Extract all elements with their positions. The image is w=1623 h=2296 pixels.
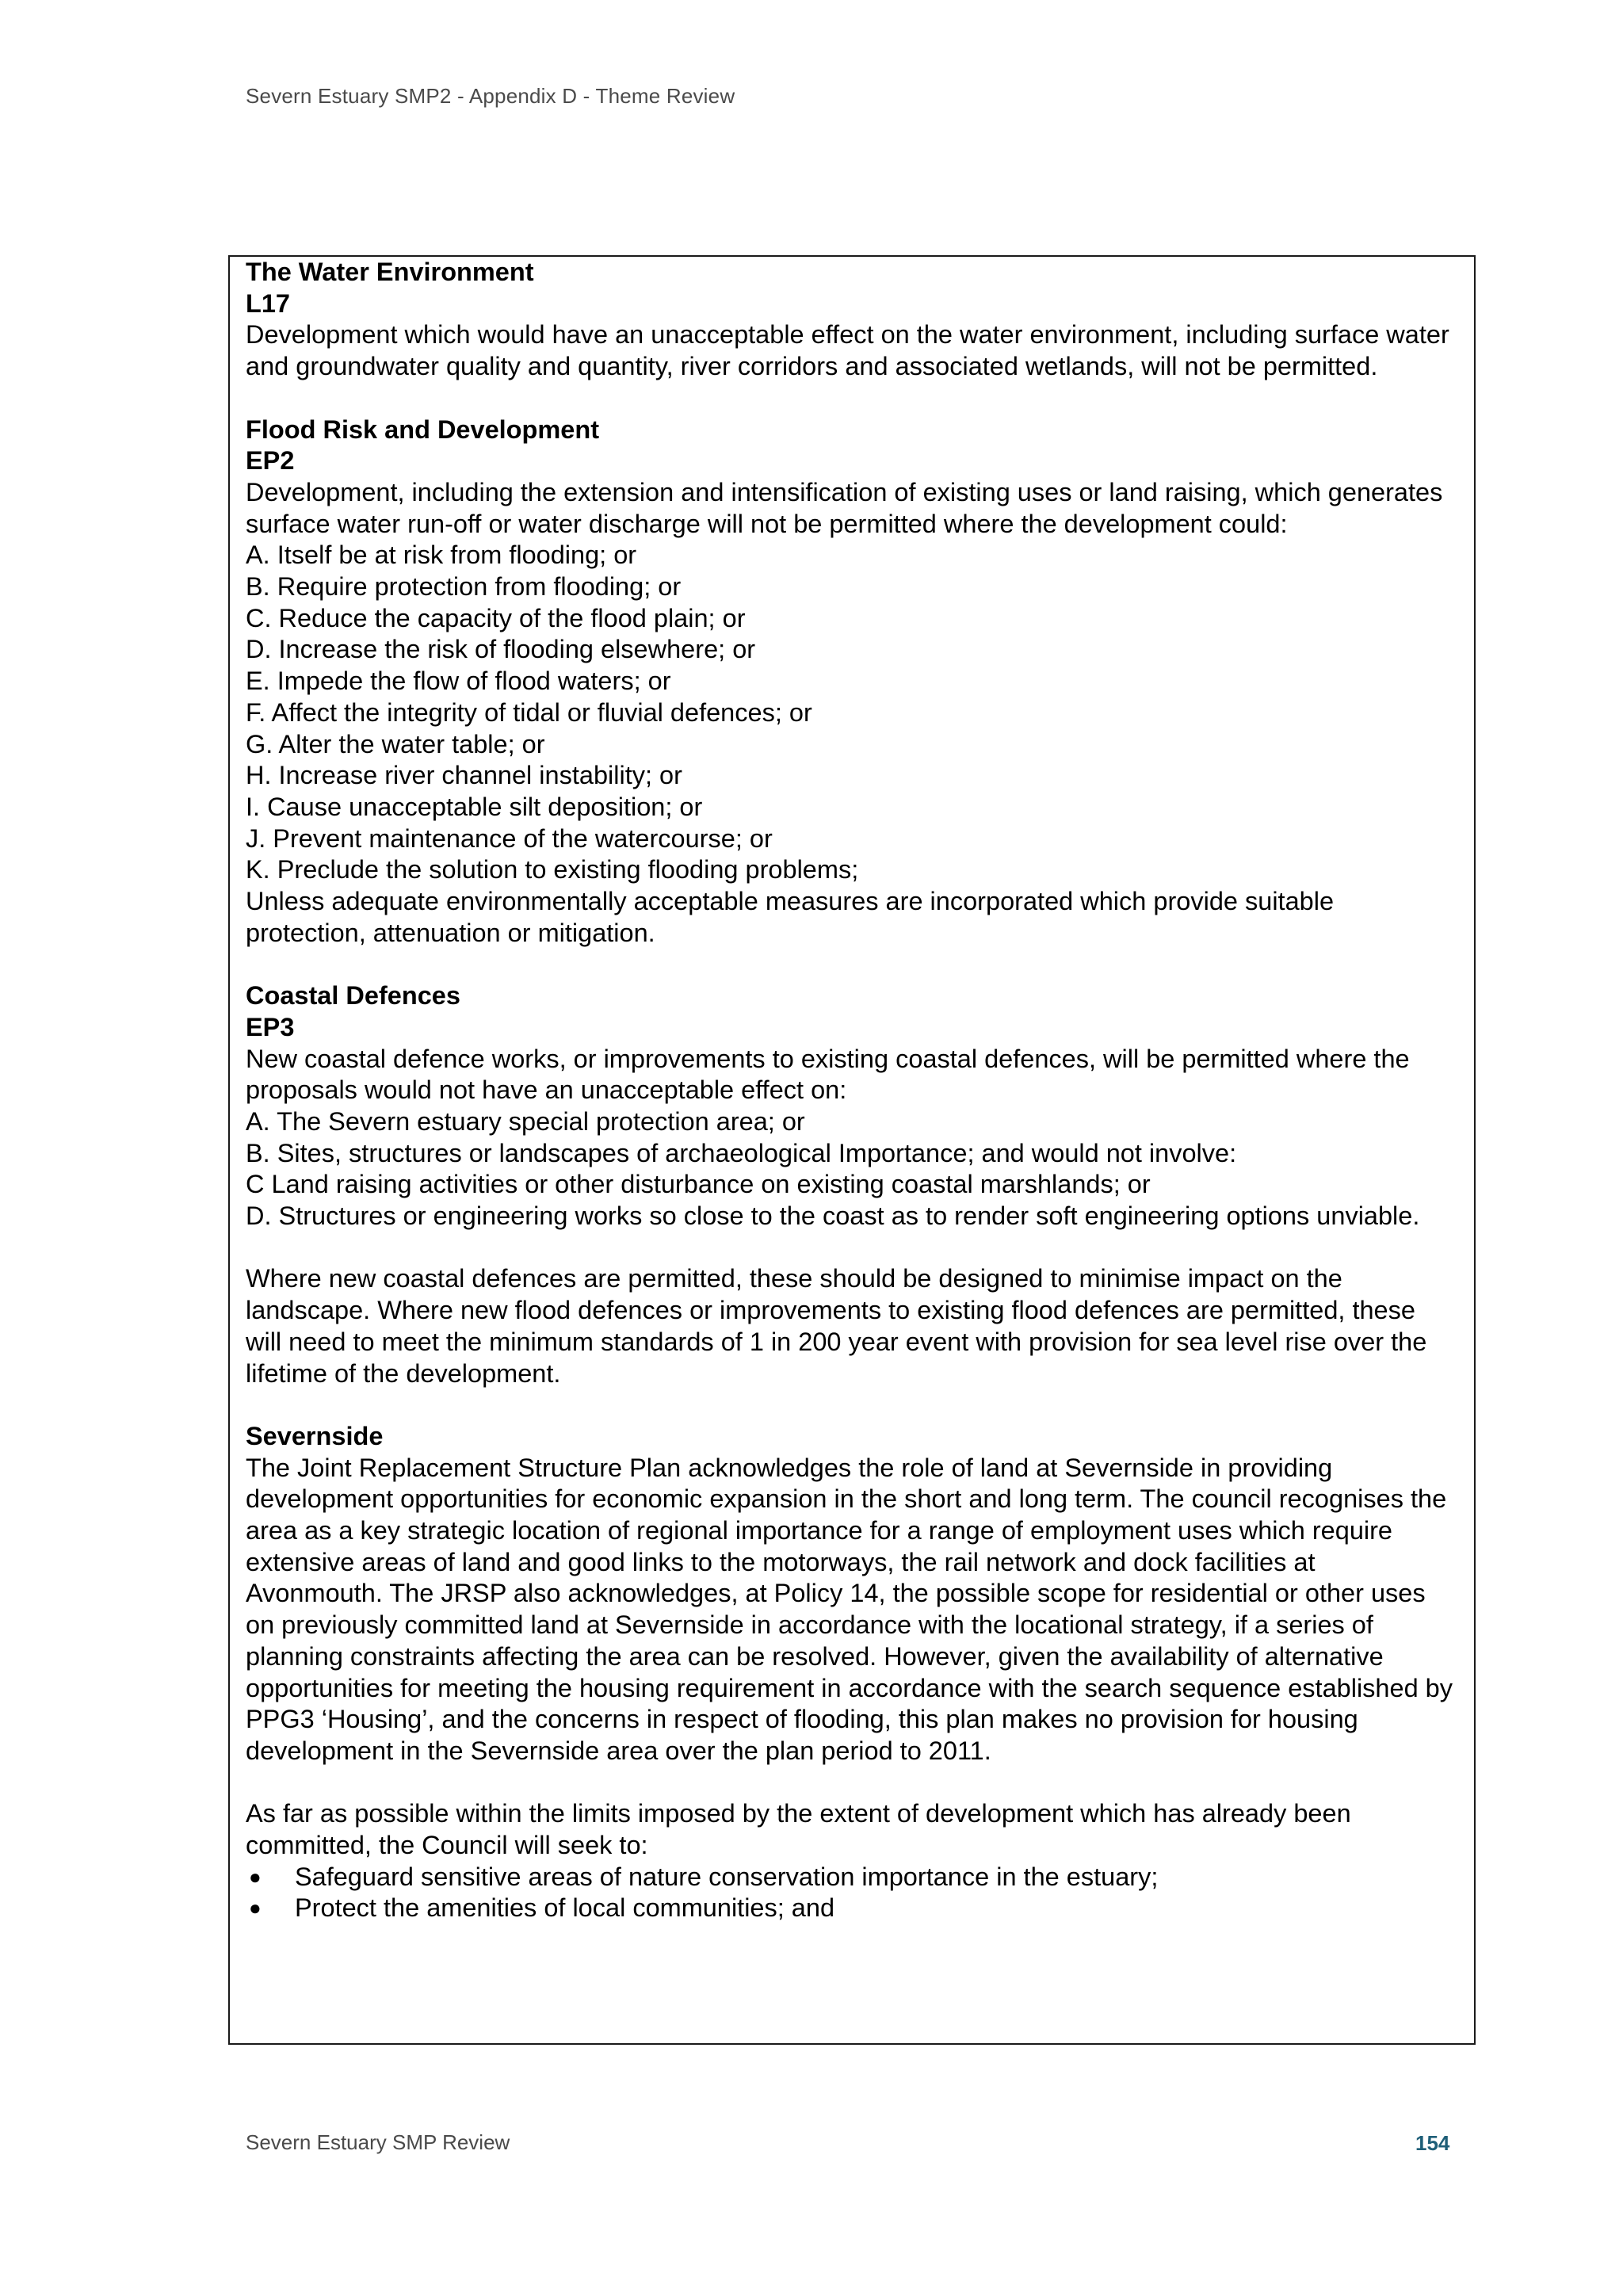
section-heading: Severnside	[246, 1421, 384, 1450]
running-header: Severn Estuary SMP2 - Appendix D - Theme Review	[246, 84, 735, 108]
policy-text-box	[228, 255, 1476, 2045]
running-footer: Severn Estuary SMP Review	[246, 2130, 510, 2154]
bullet-icon: ●	[249, 1864, 262, 1889]
list-item: C Land raising activities or other disturbance on existing coastal marshlands; or	[246, 1170, 1151, 1199]
section-heading: Coastal Defences	[246, 981, 460, 1010]
section-flood-risk	[246, 415, 1457, 949]
policy-code: EP3	[246, 1012, 295, 1041]
list-item: K. Preclude the solution to existing flooding problems;	[246, 855, 859, 884]
bullet-item	[246, 1862, 1457, 1893]
severnside-intro: As far as possible within the limits imposed by the extent of development which has already been committed, the Council will seek to:	[246, 1799, 1351, 1860]
bullet-text: Protect the amenities of local communities; and	[295, 1893, 835, 1923]
policy-closing: Unless adequate environmentally acceptable measures are incorporated which provide suitable protection, attenuation or mitigation.	[246, 887, 1335, 947]
policy-intro: New coastal defence works, or improvements to existing coastal defences, will be permitted where the proposals would not have an unacceptable effect on:	[246, 1044, 1410, 1105]
section-severnside	[246, 1421, 1457, 1924]
section-heading: Flood Risk and Development	[246, 415, 600, 444]
list-item: I. Cause unacceptable silt deposition; or	[246, 792, 703, 821]
policy-code: L17	[246, 288, 291, 318]
list-item: D. Increase the risk of flooding elsewhere; or	[246, 635, 756, 664]
section-coastal-defences	[246, 980, 1457, 1389]
list-item: F. Affect the integrity of tidal or fluvial defences; or	[246, 697, 812, 727]
severnside-paragraph: The Joint Replacement Structure Plan acknowledges the role of land at Severnside in providing development opportunities for economic expansion in the short and long term. The council recognises the area as a key strategic location of regional importance for a range of employment uses which require extensive areas of land and good links to the motorways, the rail network and dock facilities at Avonmouth. The JRSP also acknowledges, at Policy 14, the possible scope for residential or other uses on previously committed land at Severnside in accordance with the locational strategy, if a series of planning constraints affecting the area can be resolved. However, given the availability of alternative opportunities for meeting the housing requirement in accordance with the search sequence established by PPG3 ‘Housing’, and the concerns in respect of flooding, this plan makes no provision for housing development in the Severnside area over the plan period to 2011.	[246, 1453, 1453, 1765]
list-item: A. Itself be at risk from flooding; or	[246, 541, 637, 570]
list-item: B. Sites, structures or landscapes of archaeological Importance; and would not involve:	[246, 1138, 1237, 1167]
list-item: A. The Severn estuary special protection area; or	[246, 1106, 805, 1136]
policy-code: EP2	[246, 446, 295, 476]
bullet-icon: ●	[249, 1896, 262, 1920]
policy-note: Where new coastal defences are permitted, these should be designed to minimise impact on the landscape. Where new flood defences or improvements to existing flood defences are permitted, these will need to meet the minimum standards of 1 in 200 year event with provision for sea level rise over the lifetime of the development.	[246, 1264, 1427, 1388]
page-number: 154	[1415, 2131, 1450, 2155]
list-item: D. Structures or engineering works so close to the coast as to render soft engineering options unviable.	[246, 1201, 1420, 1231]
section-heading: The Water Environment	[246, 258, 534, 286]
bullet-item	[246, 1893, 1457, 1924]
list-item: H. Increase river channel instability; or	[246, 761, 682, 790]
section-water-environment	[246, 257, 1457, 383]
list-item: G. Alter the water table; or	[246, 729, 545, 758]
list-item: J. Prevent maintenance of the watercourse; or	[246, 823, 773, 853]
list-item: E. Impede the flow of flood waters; or	[246, 667, 671, 696]
list-item: B. Require protection from flooding; or	[246, 572, 682, 602]
bullet-text: Safeguard sensitive areas of nature conservation importance in the estuary;	[295, 1862, 1159, 1891]
policy-intro: Development, including the extension and intensification of existing uses or land raising, which generates surface water run-off or water discharge will not be permitted where the development could:	[246, 477, 1443, 538]
policy-text	[246, 257, 1457, 1924]
policy-body: Development which would have an unacceptable effect on the water environment, including surface water and groundwater quality and quantity, river corridors and associated wetlands, will not be permitted.	[246, 320, 1449, 381]
bullet-list	[246, 1862, 1457, 1924]
list-item: C. Reduce the capacity of the flood plain; or	[246, 603, 746, 632]
